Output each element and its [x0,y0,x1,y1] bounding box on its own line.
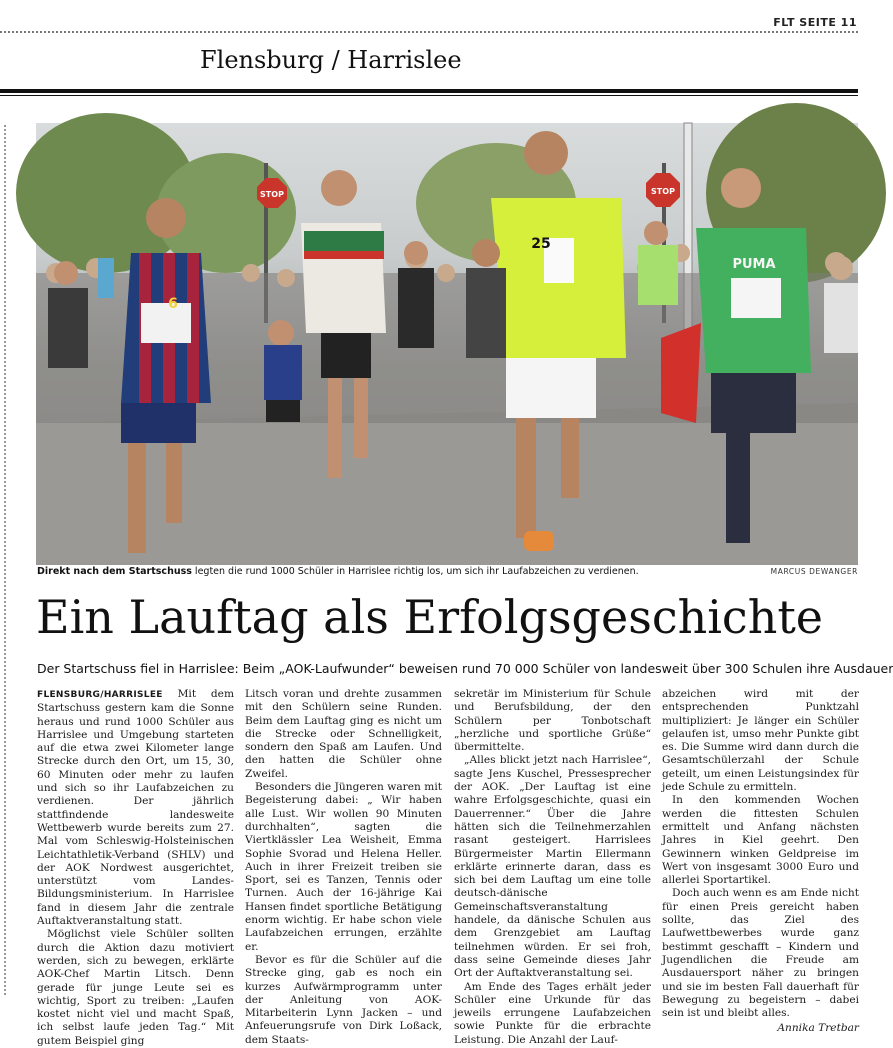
header-rule [0,89,858,93]
paragraph: Am Ende des Tages erhält jeder Schüler eine Urkunde für das jeweils errungene Laufabzeichen sowie Punkte für die erbrachte Leistung. Die Anzahl der Lauf- [454,980,651,1046]
stop-sign-text: STOP [260,190,284,199]
article-column-1 [37,688,234,1047]
paragraph [37,688,234,928]
paragraph: Besonders die Jüngeren waren mit Begeisterung dabei: „ Wir haben alle Lust. Wir wollen 90 Minuten durchhalten“, sagten die Viertklässler Lea Weisheit, Emma Sophie Svorad und Helena Heller. Auch in ihrer Freizeit treiben sie Sport, sei es Tanzen, Tennis oder Turnen. Auch der 16-jährige Kai Hansen findet sportliche Betätigung enorm wichtig. Er habe schon viele Laufabzeichen errungen, erzählte er. [245,781,442,953]
paragraph-text: Mit dem Startschuss gestern kam die Sonne heraus und rund 1000 Schüler aus Harrislee und Umgebung starteten auf die etwa zwei Kilometer lange Strecke durch den Ort, um 15, 30, 60 Minuten oder mehr zu laufen und sich so ihr Laufabzeichen zu verdienen. Der jährlich stattfindende landesweite Wettbewerb wurde bereits zum 27. Mal vom Schleswig-Holsteinischen Leichtathletik-Verband (SHLV) und der AOK Nordwest ausgerichtet, unterstützt vom Landes-Bildungsministerium. In Harrislee fand in diesem Jahr die zentrale Auftaktveranstaltung statt. [37,688,234,928]
article-column-3 [454,688,651,1046]
bib-number-front: 25 [531,236,551,252]
top-dotted-rule [0,31,858,33]
shirt-print: PUMA [732,257,776,272]
author: Annika Tretbar [777,1022,859,1035]
left-margin-dotted-rule [4,125,6,995]
article-body [37,688,859,1047]
paragraph: Litsch voran und drehte zusammen mit den Schülern seine Runden. Beim dem Lauftag ging es nicht um die Strecke oder Schnelligkeit, sondern den Spaß am Laufen. Und den hatten die Schüler ohne Zweifel. [245,688,442,780]
header-rule-thin [0,95,858,96]
paragraph: Doch auch wenn es am Ende nicht für einen Preis gereicht haben sollte, das Ziel des Laufwettbewerbes wurde ganz bestimmt geschafft – Kindern und Jugendlichen die Freude am Ausdauersport näher zu bringen und sie im besten Fall dauerhaft für Bewegung zu begeistern – dabei sein ist und bleibt alles. [662,887,859,1020]
paragraph: sekretär im Ministerium für Schule und Berufsbildung, der den Schülern per Tonbotschaft „herzliche und sportliche Grüße“ übermittelte. [454,688,651,754]
photo-caption [37,566,859,577]
photo-illustration [36,123,858,565]
photo-credit: MARCUS DEWANGER [770,567,858,576]
subheadline: Der Startschuss fiel in Harrislee: Beim „AOK-Laufwunder“ beweisen rund 70 000 Schüler von landesweit über 300 Schulen ihre Ausdauer [37,661,893,676]
headline: Ein Lauftag als Erfolgsgeschichte [36,590,824,644]
caption-bold: Direkt nach dem Startschuss [37,566,192,577]
bib-number-left: 6 [168,296,178,312]
paragraph: abzeichen wird mit der entsprechenden Punktzahl multipliziert: Je länger ein Schüler gelaufen ist, umso mehr Punkte gibt es. Die Summe wird dann durch die Gesamtschülerzahl der Schule geteilt, um einen Leistungsindex für jede Schule zu ermitteln. [662,688,859,794]
article-photo [36,123,858,565]
section-title: Flensburg / Harrislee [200,46,462,74]
paragraph: Möglichst viele Schüler sollten durch die Aktion dazu motiviert werden, sich zu bewegen, erklärte AOK-Chef Martin Litsch. Denn gerade für junge Leute sei es wichtig, Sport zu treiben: „Laufen kostet nicht viel und macht Spaß, ich selbst laufe jeden Tag.“ Mit gutem Beispiel ging [37,928,234,1047]
paragraph: „Alles blickt jetzt nach Harrislee“, sagte Jens Kuschel, Pressesprecher der AOK. „Der Lauftag ist eine wahre Erfolgsgeschichte, quasi ein Dauerrenner.“ Über die Jahre hätten sich die Teilnehmerzahlen rasant gesteigert. Harrislees Bürgermeister Martin Ellermann erklärte erinnerte daran, dass es sich bei dem Lauftag um eine tolle deutsch-dänische Gemeinschaftsveranstaltung handele, da dänische Schulen aus dem Grenzgebiet am Lauftag teilnehmen würden. Er sei froh, dass seine Gemeinde dieses Jahr Ort der Auftaktveranstaltung sei. [454,754,651,980]
article-column-2 [245,688,442,1046]
paragraph: In den kommenden Wochen werden die fittesten Schulen ermittelt und Anfang nächsten Jahres in Kiel geehrt. Den Gewinnern winken Geldpreise im Wert von insgesamt 3000 Euro und allerlei Sportartikel. [662,794,859,887]
caption-text: legten die rund 1000 Schüler in Harrislee richtig los, um sich ihr Laufabzeichen zu verdienen. [191,566,639,577]
paragraph: Bevor es für die Schüler auf die Strecke ging, gab es noch ein kurzes Aufwärmprogramm unter der Anleitung von AOK-Mitarbeiterin Lynn Jacken – und Anfeuerungsrufe von Dirk Loßack, dem Staats- [245,953,442,1046]
page-label: FLT SEITE 11 [773,16,857,29]
article-column-4 [662,688,859,1035]
stop-sign-text: STOP [651,187,675,196]
dateline: FLENSBURG/HARRISLEE [37,690,163,700]
